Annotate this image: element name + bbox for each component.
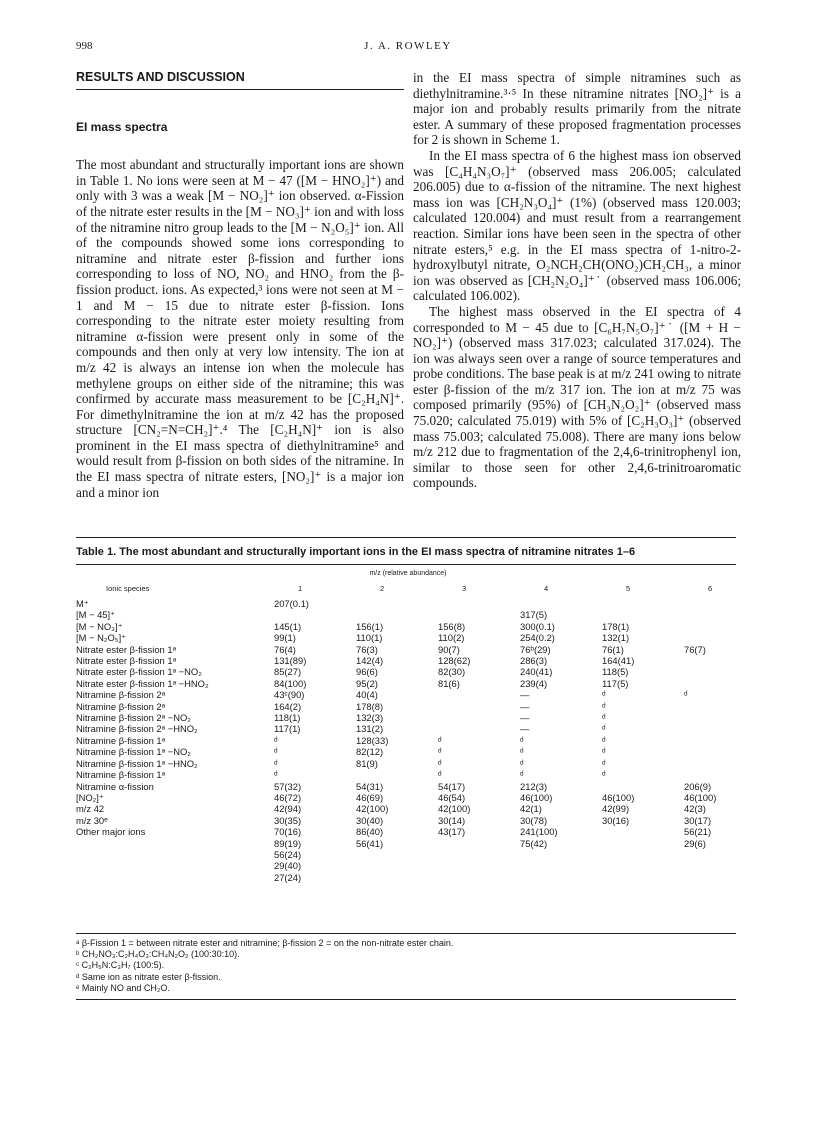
abundance-cell: 46(54) [438, 791, 466, 803]
ionic-species-cell: Nitramine β-fission 1ᵃ −HNO₂ [76, 757, 198, 769]
table-col-1: 1 [298, 584, 303, 593]
abundance-cell: ᵈ [684, 689, 688, 701]
abundance-cell [438, 701, 520, 712]
abundance-cell: 46(100) [602, 791, 635, 803]
abundance-cell: 86(40) [356, 826, 384, 838]
abundance-cell [684, 701, 744, 712]
ionic-species-cell: Nitrate ester β-fission 1ᵃ −NO₂ [76, 666, 202, 678]
abundance-cell: 40(4) [356, 689, 378, 701]
ionic-species-cell [76, 872, 274, 883]
table-col-4: 4 [544, 584, 549, 593]
table-row [76, 860, 744, 871]
abundance-cell: 42(3) [684, 803, 706, 815]
abundance-cell: ᵈ [438, 746, 442, 758]
abundance-cell: 207(0.1) [274, 598, 309, 609]
abundance-cell [684, 666, 744, 677]
abundance-cell: 132(1) [602, 632, 630, 644]
table-row [76, 872, 744, 883]
abundance-cell [684, 769, 744, 780]
abundance-cell: 206(9) [684, 780, 712, 792]
abundance-cell: 128(62) [438, 655, 471, 667]
body-paragraph: In the EI mass spectra of 6 the highest mass ion observed was [C₄H₄N₃O₇]⁺ (observed mass 206.005; calculated 206.005) due to α-fission of the nitramine. The next highest mass ion was [CH₂N₃O₄]⁺ (1%) (observed mass 120.003; calculated 120.004) and must result from a rearrangement reaction. Similar ions have been seen in the spectra of other nitrate esters,⁵ e.g. in the EI mass spectra of 1-nitro-2-hydroxylbutyl nitrate, O₂NCH₂CH(ONO₂)CH₂CH₃, a minor ion was observed as [CH₂N₂O₄]⁺˙ (observed mass 106.006; calculated 106.002). [413, 147, 741, 304]
abundance-cell: 56(41) [356, 837, 384, 849]
footnote: ᵇ CH₂NO₃:C₂H₄O₃:CH₄N₂O₂ (100:30:10). [76, 949, 240, 960]
table-row [76, 621, 744, 632]
ionic-species-cell [76, 838, 274, 849]
abundance-cell: 164(2) [274, 700, 302, 712]
abundance-cell [602, 849, 684, 860]
abundance-cell [438, 689, 520, 700]
abundance-cell [684, 758, 744, 769]
abundance-cell: 76(4) [274, 643, 296, 655]
table-row [76, 769, 744, 780]
abundance-cell [684, 678, 744, 689]
abundance-cell [356, 598, 438, 609]
abundance-cell [356, 849, 438, 860]
footnote: ᵃ β-Fission 1 = between nitrate ester and nitramine; β-fission 2 = on the non-nitrate ester chain. [76, 938, 454, 948]
abundance-cell: 30(78) [520, 814, 548, 826]
ionic-species-cell: [M − 45]⁺ [76, 609, 116, 621]
abundance-cell: 82(30) [438, 666, 466, 678]
abundance-cell: 241(100) [520, 826, 558, 838]
ionic-species-cell: Nitramine β-fission 1ᵃ [76, 769, 166, 781]
ionic-species-cell [76, 860, 274, 871]
table-row [76, 735, 744, 746]
page-number: 998 [76, 40, 93, 52]
abundance-cell: ᵈ [602, 734, 606, 746]
abundance-cell: ᵈ [274, 734, 278, 746]
abundance-cell [438, 598, 520, 609]
abundance-cell [356, 860, 438, 871]
abundance-cell: ᵈ [438, 757, 442, 769]
abundance-cell [684, 609, 744, 620]
abundance-cell: 156(1) [356, 620, 384, 632]
abundance-cell: 29(40) [274, 860, 302, 872]
abundance-cell [438, 849, 520, 860]
abundance-cell [356, 609, 438, 620]
abundance-cell: ᵈ [602, 769, 606, 781]
abundance-cell: 75(42) [520, 837, 548, 849]
ionic-species-cell: Nitramine β-fission 1ᵃ [76, 734, 166, 746]
ionic-species-cell: Nitramine β-fission 2ᵃ [76, 700, 166, 712]
abundance-cell: 300(0.1) [520, 620, 555, 632]
abundance-cell: 145(1) [274, 620, 302, 632]
right-column [413, 70, 741, 491]
abundance-cell: 254(0.2) [520, 632, 555, 644]
abundance-cell [438, 609, 520, 620]
abundance-cell: 27(24) [274, 871, 302, 883]
table-row [76, 826, 744, 837]
abundance-cell: 95(2) [356, 677, 378, 689]
abundance-cell: ᵈ [602, 712, 606, 724]
abundance-cell [602, 781, 684, 792]
table-row [76, 723, 744, 734]
subsection-title: EI mass spectra [76, 119, 168, 134]
table-row [76, 678, 744, 689]
abundance-cell: 42(94) [274, 803, 302, 815]
ionic-species-cell: Other major ions [76, 826, 146, 838]
abundance-cell: 132(3) [356, 712, 384, 724]
ionic-species-cell: Nitrate ester β-fission 1ᵃ [76, 655, 177, 667]
table-row [76, 644, 744, 655]
abundance-cell: 142(4) [356, 655, 384, 667]
footnote-rule [76, 999, 736, 1000]
table-col-2: 2 [380, 584, 385, 593]
ionic-species-cell: Nitrate ester β-fission 1ᵃ [76, 643, 177, 655]
abundance-cell: 76(7) [684, 643, 706, 655]
ionic-species-cell: [M − NO₃]⁺ [76, 620, 123, 632]
table-bottom-rule [76, 933, 736, 934]
abundance-cell: 76(1) [602, 643, 624, 655]
abundance-cell: 178(1) [602, 620, 630, 632]
abundance-cell: 30(40) [356, 814, 384, 826]
body-paragraph: The most abundant and structurally important ions are shown in Table 1. No ions were seen at M − 47 ([M − HNO₂]⁺) and only with 3 was a weak [M − NO₂]⁺ ion observed. α-Fission of the nitrate ester results in the [M − NO₃]⁺ ion and with loss of the nitramine nitro group leads to the [M − N₂O₅]⁺ ion. All of the compounds showed some ions corresponding to nitramine and nitrate ester β-fission and further ions corresponding to loss of NO, NO₂ and HNO₂ from the β-fission product. ions. As expected,³ ions were not seen at M − 1 and M − 15 due to nitrate ester β-fission. Ions corresponding to the nitrate ester moiety resulting from nitramine α-fission were present only in some of the compounds and then only at very low intensity. The ion at m/z 42 is always an intense ion when the molecule has methylene groups on either side of the nitramine; this was confirmed by accurate mass measurement to be [C₂H₄N]⁺. For dimethylnitramine the ion at m/z 42 has the proposed structure [CN₂=N=CH₂]⁺.⁴ The [C₂H₄N]⁺ ion is also prominent in the EI mass spectra of diethylnitramine⁵ and would result from β-fission on both sides of the nitramine. In the EI mass spectra of nitrate esters, [NO₂]⁺ is a major ion and a minor ion [76, 157, 404, 500]
ionic-species-cell: M⁺ [76, 598, 89, 609]
abundance-cell: ᵈ [520, 769, 524, 781]
ionic-species-cell: Nitramine α-fission [76, 780, 154, 792]
abundance-cell: 99(1) [274, 632, 296, 644]
table-col-5: 5 [626, 584, 631, 593]
abundance-cell: 110(1) [356, 632, 383, 644]
abundance-cell: 76(3) [356, 643, 378, 655]
abundance-cell [356, 872, 438, 883]
footnote: ᶜ C₂H₅N:C₃H₇ (100:5). [76, 960, 165, 971]
table-row [76, 609, 744, 620]
table-row [76, 792, 744, 803]
abundance-cell: 156(8) [438, 620, 466, 632]
abundance-cell: 56(21) [684, 826, 712, 838]
abundance-cell [520, 872, 602, 883]
abundance-cell [602, 872, 684, 883]
abundance-cell [684, 872, 744, 883]
abundance-cell: 70(16) [274, 826, 302, 838]
abundance-cell: 30(16) [602, 814, 630, 826]
abundance-cell: ᵈ [602, 757, 606, 769]
table-row [76, 758, 744, 769]
abundance-cell: 42(100) [356, 803, 389, 815]
abundance-cell: 110(2) [438, 632, 465, 644]
abundance-cell [684, 860, 744, 871]
ions-table-body [76, 598, 744, 883]
abundance-cell: 46(100) [684, 791, 717, 803]
table-row [76, 632, 744, 643]
abundance-cell: 29(6) [684, 837, 706, 849]
abundance-cell: 42(99) [602, 803, 630, 815]
abundance-cell: ᵈ [274, 746, 278, 758]
body-paragraph: in the EI mass spectra of simple nitramines such as diethylnitramine.³·⁵ In these nitramine nitrates [NO₂]⁺ is a major ion and probably results primarily from the nitrate ester. A summary of these proposed fragmentation processes for 2 is shown in Scheme 1. [413, 70, 741, 148]
abundance-cell: 42(1) [520, 803, 542, 815]
table-row [76, 655, 744, 666]
abundance-cell: 85(27) [274, 666, 302, 678]
abundance-cell: ᵈ [602, 746, 606, 758]
abundance-cell [438, 723, 520, 734]
table-header-rule [76, 564, 736, 565]
abundance-cell: 81(9) [356, 757, 378, 769]
table-footnotes [76, 938, 453, 994]
abundance-cell: 76ᵇ(29) [520, 643, 551, 655]
abundance-cell: 96(6) [356, 666, 378, 678]
ionic-species-cell: Nitrate ester β-fission 1ᵃ −HNO₂ [76, 677, 209, 689]
abundance-cell: 57(32) [274, 780, 302, 792]
abundance-cell: 46(100) [520, 791, 553, 803]
ionic-species-cell [76, 849, 274, 860]
table-caption: Table 1. The most abundant and structurally important ions in the EI mass spectra of nitramine nitrates 1–6 [76, 546, 636, 558]
abundance-cell: 131(2) [356, 723, 384, 735]
abundance-cell: 56(24) [274, 848, 302, 860]
table-col-ionic: Ionic species [106, 584, 150, 593]
abundance-cell: 117(1) [274, 723, 301, 735]
table-row [76, 815, 744, 826]
ionic-species-cell: Nitramine β-fission 2ᵃ −HNO₂ [76, 723, 198, 735]
abundance-cell: 164(41) [602, 655, 635, 667]
table-top-rule [76, 537, 736, 538]
table-col-6: 6 [708, 584, 713, 593]
abundance-cell: — [520, 700, 530, 712]
abundance-cell [684, 632, 744, 643]
abundance-cell: 30(14) [438, 814, 466, 826]
ionic-species-cell: m/z 42 [76, 803, 105, 815]
abundance-cell [520, 849, 602, 860]
abundance-cell: 84(100) [274, 677, 307, 689]
abundance-cell [356, 769, 438, 780]
abundance-cell [684, 849, 744, 860]
abundance-cell [684, 712, 744, 723]
abundance-cell [520, 598, 602, 609]
abundance-cell [438, 712, 520, 723]
abundance-cell: 43(17) [438, 826, 466, 838]
running-head: J. A. ROWLEY [364, 40, 452, 52]
abundance-cell [602, 609, 684, 620]
abundance-cell: 54(17) [438, 780, 466, 792]
ionic-species-cell: [M − N₂O₅]⁺ [76, 632, 127, 644]
table-row [76, 803, 744, 814]
abundance-cell [438, 860, 520, 871]
footnote: ᵈ Same ion as nitrate ester β-fission. [76, 971, 221, 982]
abundance-cell: 81(6) [438, 677, 460, 689]
abundance-cell [520, 860, 602, 871]
table-row [76, 838, 744, 849]
abundance-cell: 82(12) [356, 746, 384, 758]
abundance-cell: ᵈ [520, 757, 524, 769]
abundance-cell: 317(5) [520, 609, 548, 621]
abundance-cell [684, 598, 744, 609]
abundance-cell: 43ᶜ(90) [274, 689, 305, 701]
left-column [76, 70, 404, 500]
table-subheader: m/z (relative abundance) [369, 570, 447, 577]
abundance-cell [602, 826, 684, 837]
ionic-species-cell: Nitramine β-fission 1ᵃ −NO₂ [76, 746, 191, 758]
abundance-cell [602, 860, 684, 871]
table-row [76, 666, 744, 677]
table-row [76, 849, 744, 860]
abundance-cell: ᵈ [438, 734, 442, 746]
abundance-cell: ᵈ [274, 757, 278, 769]
abundance-cell: ᵈ [602, 689, 606, 701]
abundance-cell: 30(17) [684, 814, 712, 826]
abundance-cell [684, 655, 744, 666]
abundance-cell [684, 621, 744, 632]
abundance-cell: 54(31) [356, 780, 384, 792]
body-paragraph: The highest mass observed in the EI spectra of 4 corresponded to M − 45 due to [C₆H₇N₅O₇]⁺˙ ([M + H − NO₂]⁺) (observed mass 317.023; calculated 317.024). The ion was always seen over a range of source temperatures and probe conditions. The base peak is at m/z 241 owing to nitrate ester β-fission of the m/z 317 ion. The ion at m/z 75 was composed primarily (95%) of [CH₃N₂O₂]⁺ (observed mass 75.020; calculated 75.019) with 5% of [C₂H₃O₃]⁺ (observed mass 75.003; calculated 75.008). There are many ions below m/z 212 due to fragmentation of the 2,4,6-trinitrophenyl ion, similar to those seen for other 2,4,6-trinitroaromatic compounds. [413, 303, 741, 491]
section-title: RESULTS AND DISCUSSION [76, 70, 245, 84]
abundance-cell: 30(35) [274, 814, 302, 826]
table-row [76, 712, 744, 723]
footnote: ᵉ Mainly NO and CH₂O. [76, 982, 170, 993]
abundance-cell [602, 838, 684, 849]
abundance-cell [274, 609, 356, 620]
abundance-cell: ᵈ [520, 734, 524, 746]
abundance-cell: 240(41) [520, 666, 553, 678]
ionic-species-cell: Nitramine β-fission 2ᵃ [76, 689, 166, 701]
abundance-cell: — [520, 689, 530, 701]
abundance-cell [438, 872, 520, 883]
abundance-cell: 239(4) [520, 677, 548, 689]
abundance-cell [684, 723, 744, 734]
abundance-cell: — [520, 712, 530, 724]
ionic-species-cell: m/z 30ᵉ [76, 814, 108, 826]
abundance-cell: 42(100) [438, 803, 471, 815]
abundance-cell: ᵈ [438, 769, 442, 781]
abundance-cell: 90(7) [438, 643, 460, 655]
abundance-cell [684, 735, 744, 746]
abundance-cell: ᵈ [602, 700, 606, 712]
abundance-cell: ᵈ [602, 723, 606, 735]
table-row [76, 598, 744, 609]
abundance-cell: 118(5) [602, 666, 629, 678]
abundance-cell: 131(89) [274, 655, 307, 667]
table-row [76, 781, 744, 792]
ionic-species-cell: [NO₂]⁺ [76, 791, 104, 803]
abundance-cell [684, 746, 744, 757]
abundance-cell: 128(33) [356, 734, 389, 746]
abundance-cell: 286(3) [520, 655, 548, 667]
abundance-cell: ᵈ [520, 746, 524, 758]
table-col-3: 3 [462, 584, 467, 593]
abundance-cell: 212(3) [520, 780, 548, 792]
abundance-cell: 46(69) [356, 791, 384, 803]
abundance-cell: ᵈ [274, 769, 278, 781]
ionic-species-cell: Nitramine β-fission 2ᵃ −NO₂ [76, 712, 191, 724]
abundance-cell: — [520, 723, 530, 735]
abundance-cell: 117(5) [602, 677, 629, 689]
abundance-cell [602, 598, 684, 609]
section-rule [76, 89, 404, 90]
table-row [76, 689, 744, 700]
abundance-cell: 89(19) [274, 837, 302, 849]
abundance-cell: 118(1) [274, 712, 301, 724]
table-row [76, 701, 744, 712]
abundance-cell [438, 838, 520, 849]
ions-table [76, 598, 744, 883]
abundance-cell: 178(8) [356, 700, 384, 712]
table-row [76, 746, 744, 757]
abundance-cell: 46(72) [274, 791, 302, 803]
